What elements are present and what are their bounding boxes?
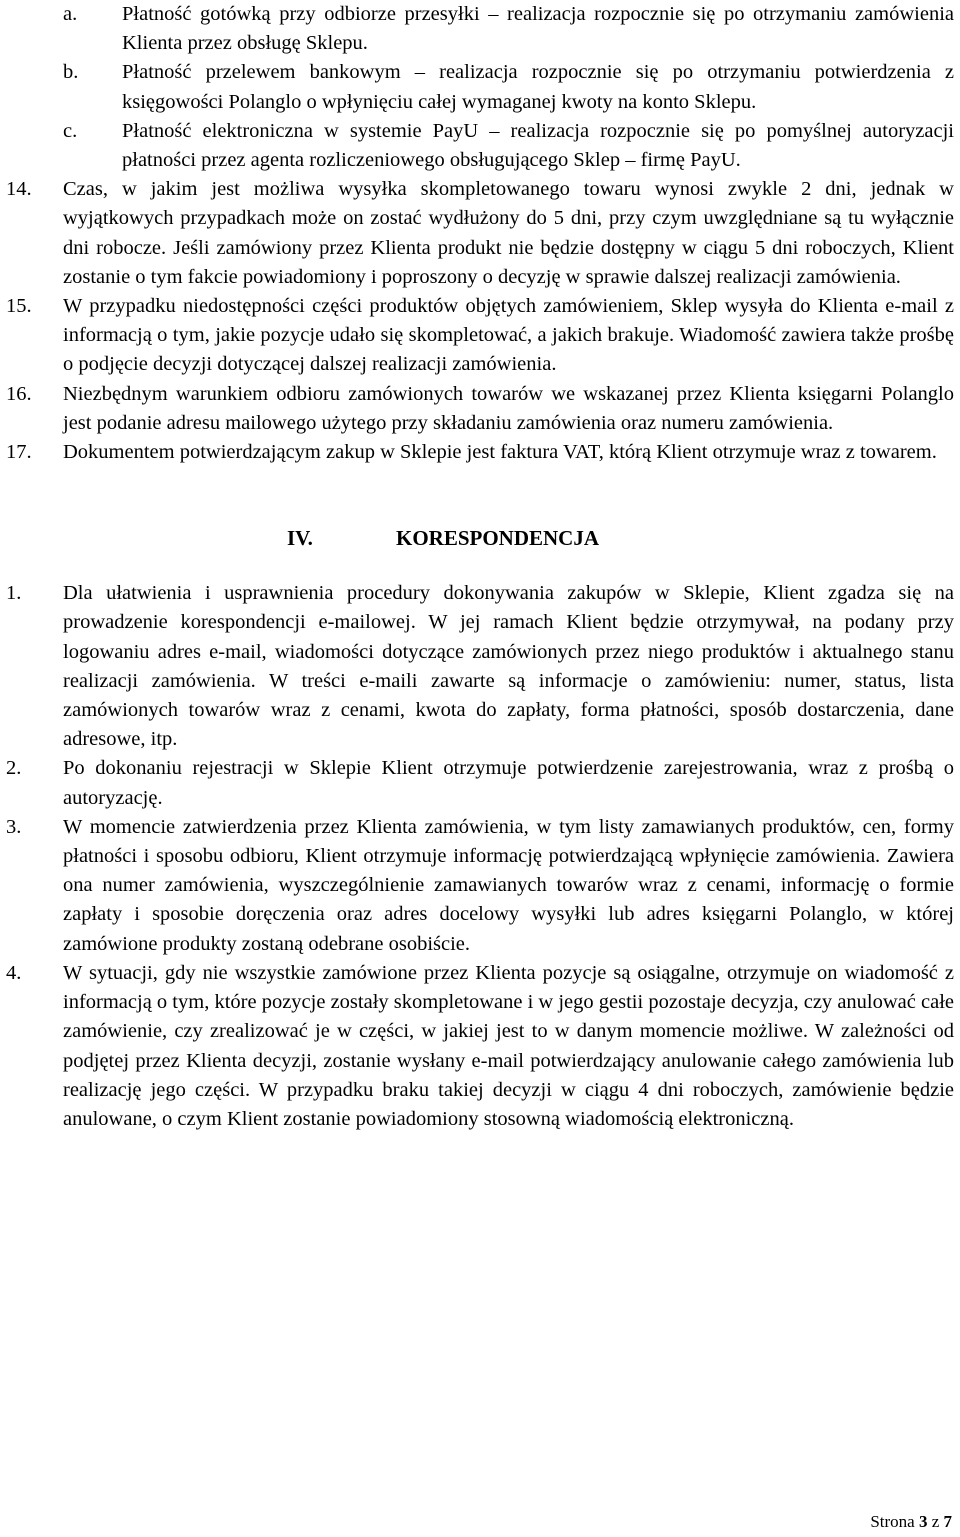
list-marker: a. <box>63 3 78 25</box>
list-item-text: Płatność przelewem bankowym – realizacja rozpocznie się po otrzymaniu potwierdzenia z księgowości Polanglo o wpłynięciu całej wymaganej kwoty na konto Sklepu. <box>122 61 954 113</box>
list-marker: 2. <box>6 757 22 780</box>
page-footer <box>870 1511 952 1533</box>
list-item-text: Niezbędnym warunkiem odbioru zamówionych towarów we wskazanej przez Klienta księgarni Polanglo jest podanie adresu mailowego użytego przy składaniu zamówienia oraz numeru zamówienia. <box>63 382 954 434</box>
list-item-text: W przypadku niedostępności części produktów objętych zamówieniem, Sklep wysyła do Klienta e-mail z informacją o tym, jakie pozycje udało się skompletować, a jakich brakuje. Wiadomość zawiera także prośbę o podjęcie decyzji dotyczącej dalszej realizacji zamówienia. <box>63 295 954 376</box>
list-item-text: Płatność elektroniczna w systemie PayU – realizacja rozpocznie się po pomyślnej autoryzacji płatności przez agenta rozliczeniowego obsługującego Sklep – firmę PayU. <box>122 119 954 172</box>
section-numbered-list <box>0 579 960 1134</box>
list-marker: 4. <box>6 961 22 984</box>
page-separator: z <box>931 1512 940 1531</box>
section-number: IV. <box>287 526 313 551</box>
list-item <box>0 58 960 116</box>
list-item <box>0 175 960 292</box>
list-marker: 16. <box>6 382 32 405</box>
list-marker: 3. <box>6 815 22 838</box>
list-item <box>0 117 960 175</box>
list-marker: c. <box>63 119 78 142</box>
list-item-text: Płatność gotówką przy odbiorze przesyłki – realizacja rozpocznie się po otrzymaniu zamówienia Klienta przez obsługę Sklepu. <box>122 3 954 55</box>
list-marker: 1. <box>6 582 22 605</box>
section-heading <box>0 524 960 553</box>
list-marker: 17. <box>6 441 32 464</box>
list-item-text: W momencie zatwierdzenia przez Klienta zamówienia, w tym listy zamawianych produktów, cen, formy płatności i sposobu odbioru, Klient otrzymuje informację potwierdzającą wpłynięcie zamówienia. Zawiera ona numer zamówienia, wyszczególnienie zamawianych towarów wraz z cenami, informację o formie zapłaty i sposobie doręczenia oraz adres docelowy wysyłki lub adres księgarni Polanglo, w której zamówione produkty zostaną odebrane osobiście. <box>63 815 954 955</box>
numbered-list <box>0 175 960 467</box>
list-item <box>0 438 960 467</box>
page-label: Strona <box>870 1512 915 1531</box>
list-item <box>0 813 960 959</box>
list-item-text: Po dokonaniu rejestracji w Sklepie Klient otrzymuje potwierdzenie zarejestrowania, wraz z prośbą o autoryzację. <box>63 757 954 809</box>
list-item <box>0 579 960 754</box>
list-marker: b. <box>63 61 79 84</box>
current-page-number: 3 <box>918 1512 928 1531</box>
payment-methods-list <box>0 0 960 175</box>
list-marker: 15. <box>6 295 32 318</box>
list-item-text: Dla ułatwienia i usprawnienia procedury dokonywania zakupów w Sklepie, Klient zgadza się na prowadzenie korespondencji e-mailowej. W jej ramach Klient będzie otrzymywał, na podany przy logowaniu adres e-mail, wiadomości dotyczące zamówionych przez niego produktów i aktualnego stanu realizacji zamówienia. W treści e-maili zawarte są informacje o zamówieniu: numer, status, lista zamówionych towarów wraz z cenami, kwota do zapłaty, forma płatności, sposób dostarczenia, dane adresowe, itp. <box>63 582 954 751</box>
total-pages-number: 7 <box>943 1512 952 1531</box>
list-item-text: Czas, w jakim jest możliwa wysyłka skompletowanego towaru wynosi zwykle 2 dni, jednak w wyjątkowych przypadkach może on zostać wydłużony do 5 dni, przy czym uwzględniane są tu wyłącznie dni robocze. Jeśli zamówiony przez Klienta produkt nie będzie dostępny w ciągu 5 dni roboczych, Klient zostanie o tym fakcie powiadomiony i poproszony o decyzję w sprawie dalszej realizacji zamówienia. <box>63 178 954 288</box>
list-item <box>0 0 960 58</box>
list-item-text: W sytuacji, gdy nie wszystkie zamówione przez Klienta pozycje są osiągalne, otrzymuje on wiadomość z informacją o tym, które pozycje zostały skompletowane i w jego gestii pozostaje decyzja, czy anulować całe zamówienie, czy zrealizować je w części, w jakiej jest to w danym momencie możliwe. W zależności od podjętej przez Klienta decyzji, zostanie wysłany e-mail potwierdzający anulowanie całego zamówienia lub realizację jego części. W przypadku braku takiej decyzji w ciągu 4 dni roboczych, zamówienie będzie anulowane, o czym Klient zostanie powiadomiony stosowną wiadomością elektroniczną. <box>63 961 954 1130</box>
section-title: KORESPONDENCJA <box>396 526 600 551</box>
list-item <box>0 754 960 812</box>
list-item <box>0 959 960 1134</box>
list-item <box>0 292 960 380</box>
list-item <box>0 380 960 438</box>
list-marker: 14. <box>6 178 32 201</box>
list-item-text: Dokumentem potwierdzającym zakup w Sklepie jest faktura VAT, którą Klient otrzymuje wraz z towarem. <box>63 441 937 464</box>
